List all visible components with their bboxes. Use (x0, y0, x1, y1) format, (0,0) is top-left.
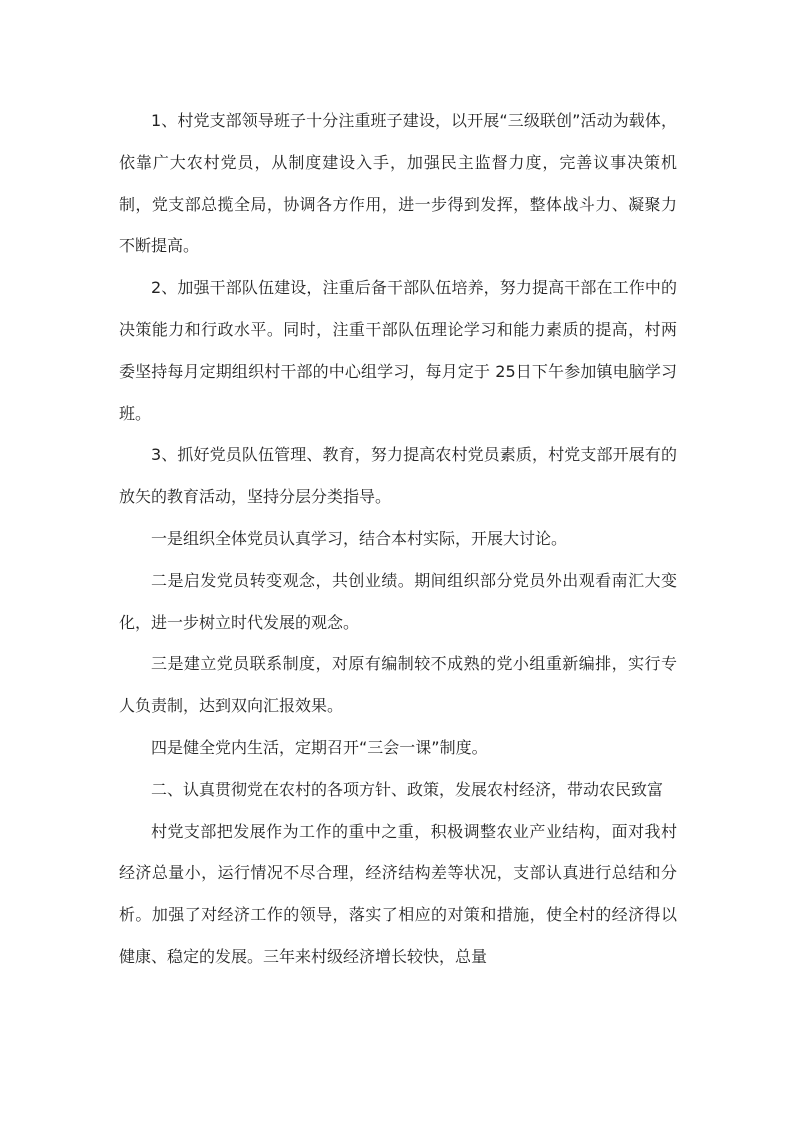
paragraph-3: 3、抓好党员队伍管理、教育，努力提高农村党员素质，村党支部开展有的放矢的教育活动，坚持分层分类指导。 (119, 445, 677, 507)
paragraph-2: 2、加强干部队伍建设，注重后备干部队伍培养，努力提高干部在工作中的决策能力和行政水平。同时，注重干部队伍理论学习和能力素质的提高，村两委坚持每月定期组织村干部的中心组学习，每月定于 25日下午参加镇电脑学习班。 (119, 278, 677, 423)
paragraph-8: 村党支部把发展作为工作的重中之重，积极调整农业产业结构，面对我村经济总量小，运行情况不尽合理，经济结构差等状况，支部认真进行总结和分析。加强了对经济工作的领导，落实了相应的对策和措施，使全村的经济得以健康、稳定的发展。三年来村级经济增长较快，总量 (119, 821, 677, 966)
paragraph-6: 三是建立党员联系制度，对原有编制较不成熟的党小组重新编排，实行专人负责制，达到双向汇报效果。 (119, 654, 677, 716)
section-heading-2: 二、认真贯彻党在农村的各项方针、政策，发展农村经济，带动农民致富 (151, 779, 664, 799)
paragraph-7: 四是健全党内生活，定期召开“三会一课”制度。 (151, 737, 488, 757)
paragraph-1: 1、村党支部领导班子十分注重班子建设，以开展“三级联创”活动为载体，依靠广大农村党员，从制度建设入手，加强民主监督力度，完善议事决策机制，党支部总揽全局，协调各方作用，进一步得到发挥，整体战斗力、凝聚力不断提高。 (119, 111, 677, 256)
paragraph-4: 一是组织全体党员认真学习，结合本村实际，开展大讨论。 (151, 528, 568, 548)
document-body (119, 100, 677, 978)
paragraph-5: 二是启发党员转变观念，共创业绩。期间组织部分党员外出观看南汇大变化，进一步树立时代发展的观念。 (119, 570, 677, 632)
